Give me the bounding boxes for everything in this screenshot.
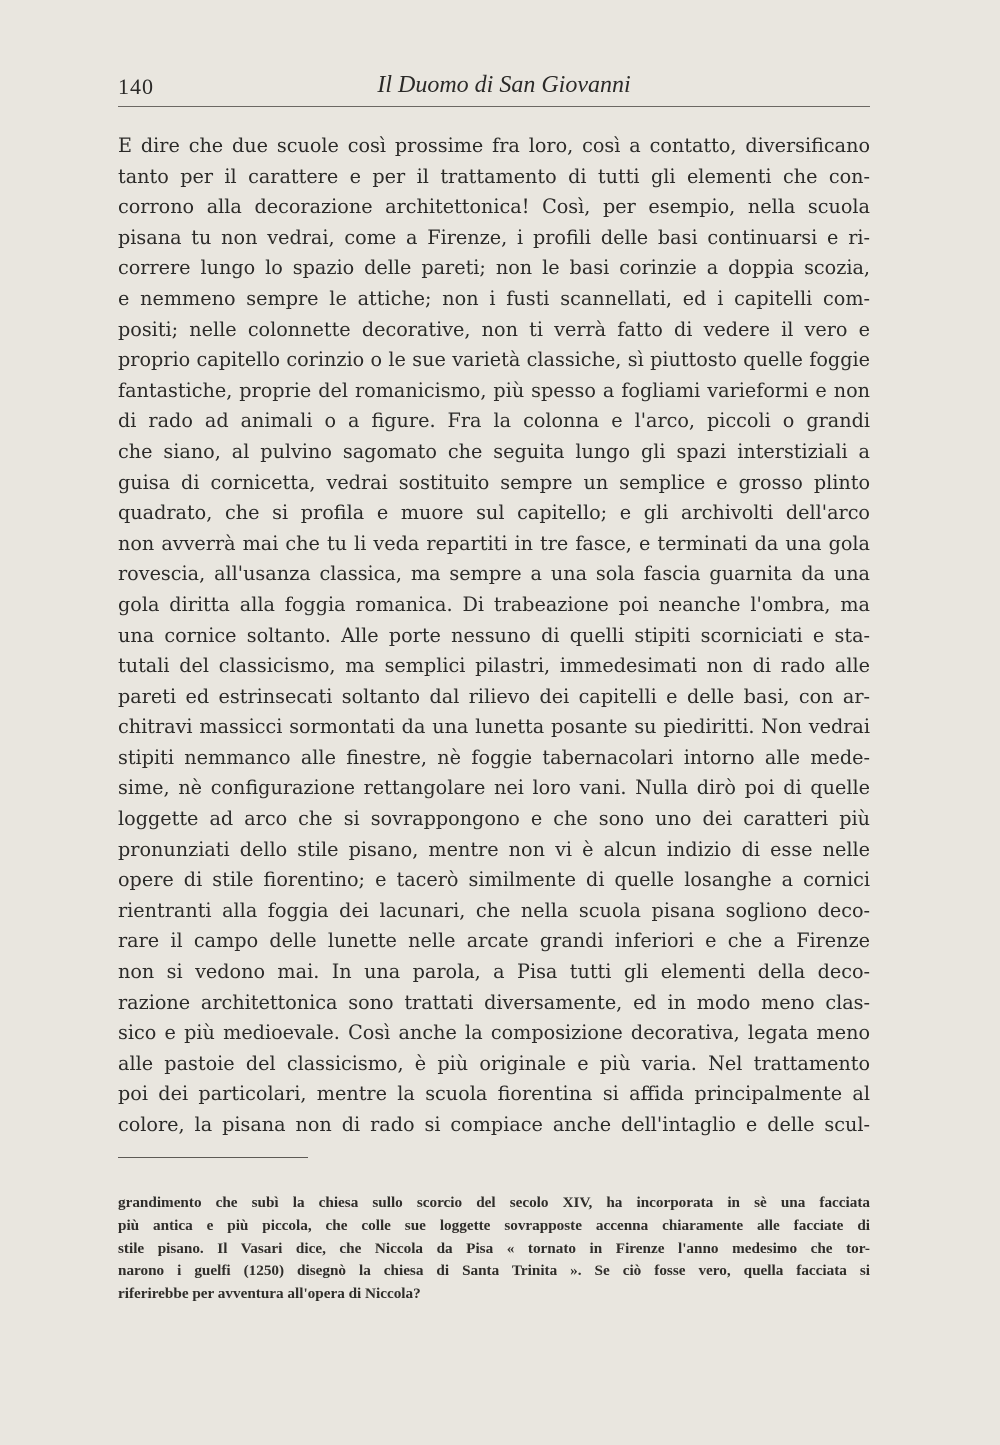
body-line: razione architettonica sono trattati diversamente, ed in modo meno clas-	[118, 990, 870, 1014]
body-line: rovescia, all'usanza classica, ma sempre a una sola fascia guarnita da una	[118, 562, 870, 586]
header-rule	[118, 106, 870, 107]
body-line: tutali del classicismo, ma semplici pilastri, immedesimati non di rado alle	[118, 654, 870, 678]
body-text	[118, 131, 870, 1141]
footnote-line: riferirebbe per avventura all'opera di Niccola?	[118, 1285, 421, 1303]
body-line: pronunziati dello stile pisano, mentre non vi è alcun indizio di esse nelle	[118, 837, 870, 861]
body-line: positi; nelle colonnette decorative, non ti verrà fatto di vedere il vero e	[118, 317, 870, 341]
body-line: tanto per il carattere e per il trattamento di tutti gli elementi che con-	[118, 164, 870, 188]
footnote-line: più antica e più piccola, che colle sue loggette sovrapposte accenna chiaramente alle facciate di	[118, 1216, 870, 1234]
body-line: non si vedono mai. In una parola, a Pisa tutti gli elementi della deco-	[118, 960, 870, 984]
body-line: loggette ad arco che si sovrappongono e che sono uno dei caratteri più	[118, 807, 870, 831]
body-line: e nemmeno sempre le attiche; non i fusti scannellati, ed i capitelli com-	[118, 286, 870, 310]
body-line: non avverrà mai che tu li veda repartiti in tre fasce, e terminati da una gola	[118, 531, 870, 555]
body-line: che siano, al pulvino sagomato che seguita lungo gli spazi interstiziali a	[118, 439, 870, 463]
body-line: E dire che due scuole così prossime fra loro, così a contatto, diversificano	[118, 134, 870, 157]
body-line: pisana tu non vedrai, come a Firenze, i profili delle basi continuarsi e ri-	[118, 225, 870, 249]
body-line: correre lungo lo spazio delle pareti; non le basi corinzie a doppia scozia,	[118, 256, 870, 280]
footnote-line: stile pisano. Il Vasari dice, che Niccola da Pisa « tornato in Firenze l'anno medesimo che tor-	[118, 1239, 870, 1257]
body-line: chitravi massicci sormontati da una lunetta posante su piediritti. Non vedrai	[118, 715, 870, 739]
running-title: Il Duomo di San Giovanni	[377, 72, 631, 98]
body-line: stipiti nemmanco alle finestre, nè foggie tabernacolari intorno alle mede-	[118, 745, 870, 769]
body-line: corrono alla decorazione architettonica! Così, per esempio, nella scuola	[118, 195, 870, 219]
page-header	[118, 70, 870, 104]
body-line: opere di stile fiorentino; e tacerò similmente di quelle losanghe a cornici	[118, 868, 870, 892]
footnote-line: grandimento che subì la chiesa sullo scorcio del secolo XIV, ha incorporata in sè una facciata	[118, 1194, 870, 1211]
page-number: 140	[118, 74, 154, 99]
body-line: proprio capitello corinzio o le sue varietà classiche, sì piuttosto quelle foggie	[118, 348, 870, 372]
body-line: pareti ed estrinsecati soltanto dal rilievo dei capitelli e delle basi, con ar-	[118, 684, 870, 708]
footnote-rule	[118, 1157, 308, 1158]
footnote	[118, 1192, 870, 1306]
body-line: gola diritta alla foggia romanica. Di trabeazione poi neanche l'ombra, ma	[118, 592, 870, 616]
body-line: rientranti alla foggia dei lacunari, che nella scuola pisana sogliono deco-	[118, 898, 870, 922]
body-line: una cornice soltanto. Alle porte nessuno di quelli stipiti scorniciati e sta-	[118, 623, 870, 647]
body-line: fantastiche, proprie del romanicismo, più spesso a fogliami varieformi e non	[118, 378, 870, 402]
body-line: guisa di cornicetta, vedrai sostituito sempre un semplice e grosso plinto	[118, 470, 870, 494]
body-line: di rado ad animali o a figure. Fra la colonna e l'arco, piccoli o grandi	[118, 409, 870, 433]
body-line: sime, nè configurazione rettangolare nei loro vani. Nulla dirò poi di quelle	[118, 776, 870, 800]
body-line: alle pastoie del classicismo, è più originale e più varia. Nel trattamento	[118, 1051, 870, 1075]
body-line: colore, la pisana non di rado si compiace anche dell'intaglio e delle scul-	[118, 1113, 870, 1136]
body-line: poi dei particolari, mentre la scuola fiorentina si affida principalmente al	[118, 1082, 870, 1106]
body-line: sico e più medioevale. Così anche la composizione decorativa, legata meno	[118, 1021, 870, 1045]
footnote-line: narono i guelfi (1250) disegnò la chiesa di Santa Trinita ». Se ciò fosse vero, quella facciata si	[118, 1262, 870, 1280]
body-line: quadrato, che si profila e muore sul capitello; e gli archivolti dell'arco	[118, 501, 870, 525]
body-line: rare il campo delle lunette nelle arcate grandi inferiori e che a Firenze	[118, 929, 870, 953]
